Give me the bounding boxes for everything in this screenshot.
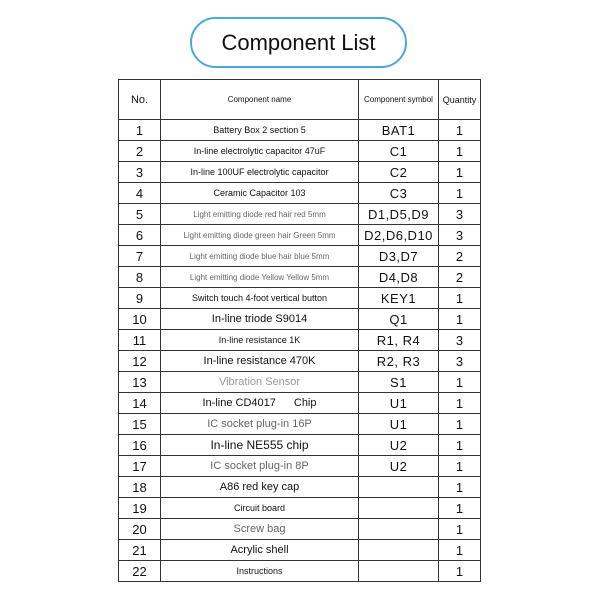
table-row (119, 288, 481, 309)
row-quantity: 1 (439, 540, 481, 561)
row-component-name: In-line resistance 470K (161, 351, 359, 372)
row-quantity: 3 (439, 351, 481, 372)
row-quantity: 1 (439, 288, 481, 309)
row-component-name: Battery Box 2 section 5 (161, 120, 359, 141)
row-no: 22 (119, 561, 161, 582)
row-component-name: Screw bag (161, 519, 359, 540)
component-table (118, 79, 481, 582)
row-quantity: 3 (439, 225, 481, 246)
table-row (119, 351, 481, 372)
row-component-name: Instructions (161, 561, 359, 582)
row-no: 8 (119, 267, 161, 288)
row-component-symbol (359, 540, 439, 561)
row-component-name: Circuit board (161, 498, 359, 519)
row-component-name: A86 red key cap (161, 477, 359, 498)
row-quantity: 1 (439, 141, 481, 162)
header-component-symbol: Component symbol (359, 80, 439, 120)
table-row (119, 267, 481, 288)
row-no: 5 (119, 204, 161, 225)
row-quantity: 1 (439, 120, 481, 141)
row-no: 12 (119, 351, 161, 372)
header-no: No. (119, 80, 161, 120)
table-row (119, 204, 481, 225)
row-component-symbol: R1, R4 (359, 330, 439, 351)
row-component-name: Switch touch 4-foot vertical button (161, 288, 359, 309)
row-component-symbol (359, 561, 439, 582)
row-component-symbol: D3,D7 (359, 246, 439, 267)
row-component-name: In-line 100UF electrolytic capacitor (161, 162, 359, 183)
table-row (119, 183, 481, 204)
row-no: 1 (119, 120, 161, 141)
row-component-symbol: C2 (359, 162, 439, 183)
row-component-name (161, 393, 359, 414)
table-row (119, 330, 481, 351)
row-no: 4 (119, 183, 161, 204)
header-quantity: Quantity (439, 80, 481, 120)
table-row (119, 246, 481, 267)
row-quantity: 1 (439, 162, 481, 183)
row-no: 2 (119, 141, 161, 162)
table-row (119, 477, 481, 498)
row-quantity: 1 (439, 498, 481, 519)
row-component-symbol: U1 (359, 414, 439, 435)
row-quantity: 1 (439, 519, 481, 540)
row-component-symbol: S1 (359, 372, 439, 393)
row-no: 3 (119, 162, 161, 183)
row-quantity: 1 (439, 561, 481, 582)
row-component-name: In-line NE555 chip (161, 435, 359, 456)
row-no: 19 (119, 498, 161, 519)
row-component-name: In-line triode S9014 (161, 309, 359, 330)
row-no: 11 (119, 330, 161, 351)
row-no: 9 (119, 288, 161, 309)
table-row (119, 456, 481, 477)
row-component-name-extra: Chip (293, 397, 317, 409)
row-quantity: 1 (439, 435, 481, 456)
row-component-symbol (359, 519, 439, 540)
row-component-symbol: U2 (359, 435, 439, 456)
row-component-name: IC socket plug-in 16P (161, 414, 359, 435)
row-component-symbol: KEY1 (359, 288, 439, 309)
row-no: 18 (119, 477, 161, 498)
row-quantity: 1 (439, 456, 481, 477)
row-component-symbol: C3 (359, 183, 439, 204)
row-component-symbol: BAT1 (359, 120, 439, 141)
table-row (119, 519, 481, 540)
row-no: 15 (119, 414, 161, 435)
row-quantity: 1 (439, 372, 481, 393)
table-row (119, 141, 481, 162)
row-quantity: 3 (439, 204, 481, 225)
row-component-symbol: R2, R3 (359, 351, 439, 372)
row-component-symbol: C1 (359, 141, 439, 162)
row-component-name: Light emitting diode red hair red 5mm (161, 204, 359, 225)
row-component-symbol: U2 (359, 456, 439, 477)
row-component-name: In-line resistance 1K (161, 330, 359, 351)
row-no: 21 (119, 540, 161, 561)
table-row (119, 225, 481, 246)
table-row (119, 372, 481, 393)
row-no: 13 (119, 372, 161, 393)
row-quantity: 1 (439, 477, 481, 498)
row-component-symbol: D2,D6,D10 (359, 225, 439, 246)
table-row (119, 162, 481, 183)
row-component-symbol: D1,D5,D9 (359, 204, 439, 225)
row-component-name: IC socket plug-in 8P (161, 456, 359, 477)
row-component-symbol: D4,D8 (359, 267, 439, 288)
row-quantity: 1 (439, 183, 481, 204)
header-component-name: Component name (161, 80, 359, 120)
row-component-name: Light emitting diode blue hair blue 5mm (161, 246, 359, 267)
row-quantity: 1 (439, 393, 481, 414)
row-component-name: Vibration Sensor (161, 372, 359, 393)
table-header-row (119, 80, 481, 120)
row-no: 16 (119, 435, 161, 456)
row-no: 10 (119, 309, 161, 330)
row-no: 14 (119, 393, 161, 414)
table-row (119, 309, 481, 330)
table-row (119, 561, 481, 582)
row-component-name: In-line electrolytic capacitor 47uF (161, 141, 359, 162)
table-row (119, 498, 481, 519)
row-quantity: 2 (439, 246, 481, 267)
row-no: 7 (119, 246, 161, 267)
row-quantity: 2 (439, 267, 481, 288)
row-component-symbol: Q1 (359, 309, 439, 330)
row-component-symbol (359, 498, 439, 519)
table-row (119, 414, 481, 435)
row-component-name: Light emitting diode Yellow Yellow 5mm (161, 267, 359, 288)
table-row (119, 540, 481, 561)
table-row (119, 393, 481, 414)
row-component-name: Ceramic Capacitor 103 (161, 183, 359, 204)
table-row (119, 120, 481, 141)
row-quantity: 1 (439, 414, 481, 435)
row-no: 20 (119, 519, 161, 540)
row-quantity: 3 (439, 330, 481, 351)
row-quantity: 1 (439, 309, 481, 330)
table-row (119, 435, 481, 456)
row-no: 17 (119, 456, 161, 477)
row-component-name: Light emitting diode green hair Green 5mm (161, 225, 359, 246)
row-component-name-text: In-line CD4017 (202, 397, 276, 409)
row-component-symbol (359, 477, 439, 498)
row-no: 6 (119, 225, 161, 246)
page-title: Component List (190, 17, 407, 68)
row-component-symbol: U1 (359, 393, 439, 414)
row-component-name: Acrylic shell (161, 540, 359, 561)
